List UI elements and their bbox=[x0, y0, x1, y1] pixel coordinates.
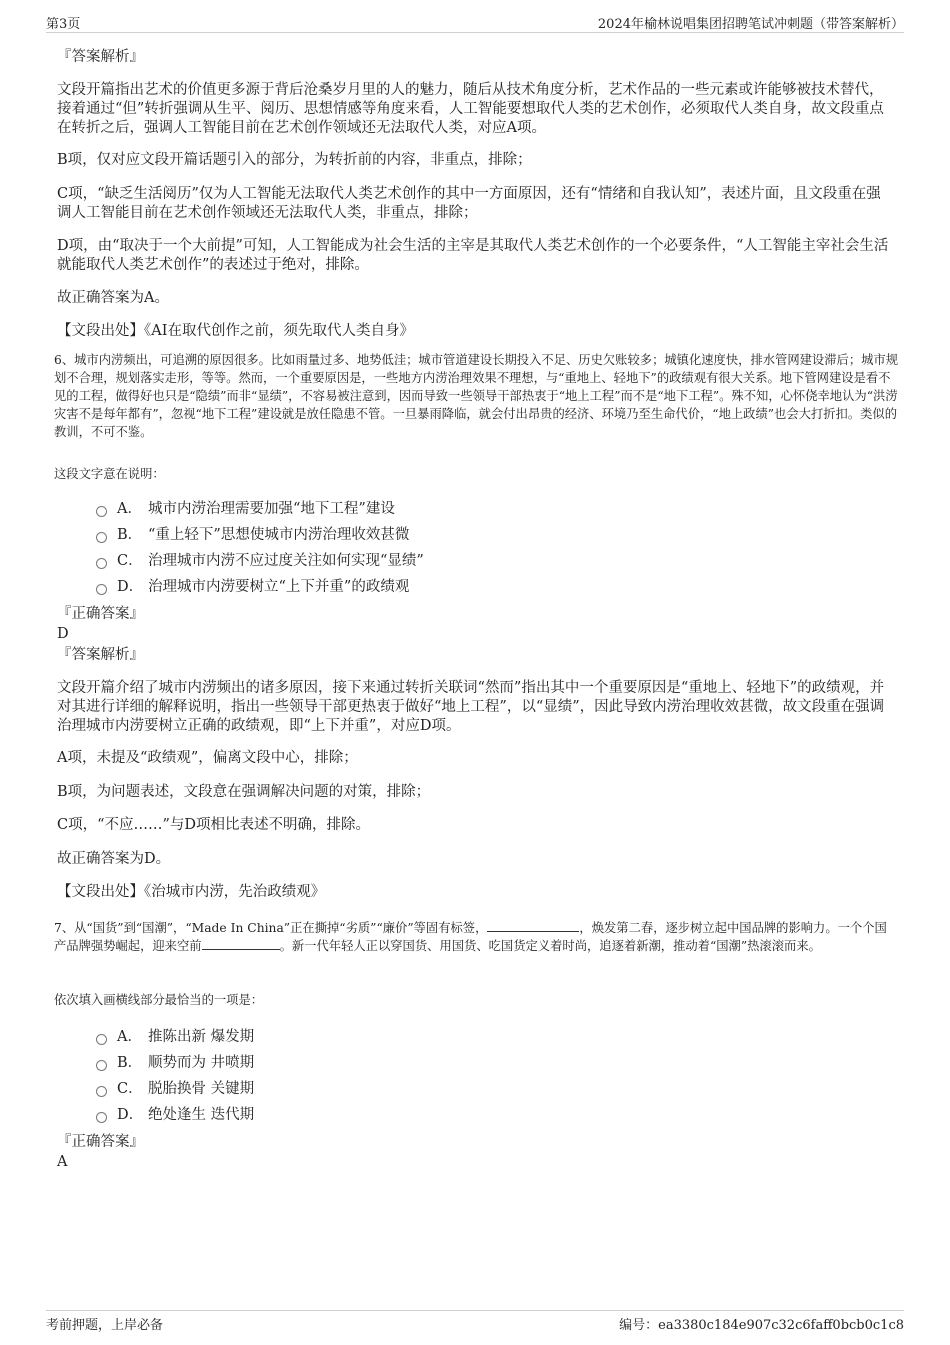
q5-source: 【文段出处】《AI在取代创作之前，须先取代人类自身》 bbox=[57, 323, 414, 339]
radio-icon[interactable] bbox=[96, 1086, 107, 1097]
q7-stem-part-3: 。新一代年轻人正以穿国货、用国货、吃国货定义着时尚，追逐着新潮，推动着“国潮”热滚滚而来。 bbox=[279, 939, 821, 953]
page-number: 第3页 bbox=[46, 17, 81, 32]
q6-analysis-p5: 故正确答案为D。 bbox=[57, 851, 171, 867]
option-text: 治理城市内涝不应过度关注如何实现“显绩” bbox=[148, 553, 424, 569]
q6-analysis-p4: C项，“不应……”与D项相比表述不明确，排除。 bbox=[57, 817, 371, 833]
q7-option-c[interactable] bbox=[96, 1080, 254, 1099]
option-letter: B． bbox=[117, 1055, 143, 1071]
footer-divider bbox=[46, 1310, 904, 1311]
q6-answer: D bbox=[57, 626, 69, 642]
option-letter: C． bbox=[117, 553, 143, 569]
radio-icon[interactable] bbox=[96, 1112, 107, 1123]
q7-option-b[interactable] bbox=[96, 1054, 254, 1073]
footer-serial-number: 编号：ea3380c184e907c32c6faff0bcb0c1c8 bbox=[619, 1318, 904, 1333]
q7-stem bbox=[54, 919, 899, 955]
q6-stem: 6、城市内涝频出，可追溯的原因很多。比如雨量过多、地势低洼；城市管道建设长期投入不足、历史欠账较多；城镇化速度快，排水管网建设滞后；城市规划不合理，规划落实走形，等等。然而，一个重要原因是，一些地方内涝治理效果不理想，与“重地上、轻地下”的政绩观有很大关系。地下管网建设是看不见的工程，做得好也只是“隐绩”而非“显绩”，不容易被注意到，因而导致一些领导干部热衷于“地上工程”而不是“地下工程”。殊不知，心怀侥幸地认为“洪涝灾害不是每年都有”，忽视“地下工程”建设就是放任隐患不管。一旦暴雨降临，就会付出昂贵的经济、环境乃至生命代价，“地上政绩”也会大打折扣。类似的教训，不可不鉴。 bbox=[54, 353, 899, 439]
radio-icon[interactable] bbox=[96, 1060, 107, 1071]
q5-analysis-p2: B项，仅对应文段开篇话题引入的部分，为转折前的内容，非重点，排除； bbox=[57, 152, 532, 168]
footer-slogan: 考前押题，上岸必备 bbox=[46, 1318, 164, 1333]
q7-stem-part-1: 7、从“国货”到“国潮”，“Made In China”正在撕掉“劣质”“廉价”等固有标签， bbox=[54, 921, 488, 935]
option-letter: C． bbox=[117, 1081, 143, 1097]
q6-prompt: 这段文字意在说明： bbox=[54, 467, 165, 481]
q5-analysis-p3: C项，“缺乏生活阅历”仅为人工智能无法取代人类艺术创作的其中一方面原因，还有“情绪和自我认知”，表述片面，且文段重在强调人工智能目前在艺术创作领域还无法取代人类，非重点，排除； bbox=[57, 186, 881, 221]
option-text: 城市内涝治理需要加强“地下工程”建设 bbox=[148, 501, 395, 517]
q6-analysis-p1: 文段开篇介绍了城市内涝频出的诸多原因，接下来通过转折关联词“然而”指出其中一个重要原因是“重地上、轻地下”的政绩观，并对其进行详细的解释说明，指出一些领导干部更热衷于做好“地上工程”，以“显绩”，因此导致内涝治理收效甚微，故文段重在强调治理城市内涝要树立正确的政绩观，即“上下并重”，对应D项。 bbox=[57, 680, 885, 734]
q6-analysis-p2: A项，未提及“政绩观”，偏离文段中心，排除； bbox=[57, 750, 358, 766]
q7-answer-label: 『正确答案』 bbox=[57, 1134, 144, 1150]
document-title: 2024年榆林说唱集团招聘笔试冲刺题（带答案解析） bbox=[597, 17, 904, 32]
option-letter: D． bbox=[117, 1107, 144, 1123]
q6-analysis-label: 『答案解析』 bbox=[57, 647, 144, 663]
option-text: 绝处逢生 迭代期 bbox=[148, 1107, 255, 1123]
option-text: 顺势而为 井喷期 bbox=[148, 1055, 255, 1071]
q5-analysis-p5: 故正确答案为A。 bbox=[57, 290, 169, 306]
radio-icon[interactable] bbox=[96, 506, 107, 517]
option-letter: A． bbox=[117, 1029, 142, 1045]
q6-option-d[interactable] bbox=[96, 578, 409, 597]
radio-icon[interactable] bbox=[96, 584, 107, 595]
radio-icon[interactable] bbox=[96, 1034, 107, 1045]
q5-analysis-p4: D项，由“取决于一个大前提”可知，人工智能成为社会生活的主宰是其取代人类艺术创作的一个必要条件，“人工智能主宰社会生活就能取代人类艺术创作”的表述过于绝对，排除。 bbox=[57, 238, 889, 273]
radio-icon[interactable] bbox=[96, 558, 107, 569]
option-letter: A． bbox=[117, 501, 142, 517]
q6-option-b[interactable] bbox=[96, 526, 409, 545]
option-letter: D． bbox=[117, 579, 144, 595]
radio-icon[interactable] bbox=[96, 532, 107, 543]
header-divider bbox=[46, 32, 904, 33]
q6-source: 【文段出处】《治城市内涝，先治政绩观》 bbox=[57, 884, 326, 900]
q5-analysis-label: 『答案解析』 bbox=[57, 49, 144, 65]
option-text: 脱胎换骨 关键期 bbox=[148, 1081, 255, 1097]
page-header bbox=[0, 0, 950, 30]
q7-option-a[interactable] bbox=[96, 1028, 254, 1047]
q6-analysis-p3: B项，为问题表述，文段意在强调解决问题的对策，排除； bbox=[57, 784, 431, 800]
q7-option-d[interactable] bbox=[96, 1106, 254, 1125]
q6-answer-label: 『正确答案』 bbox=[57, 606, 144, 622]
option-letter: B． bbox=[117, 527, 143, 543]
q5-analysis-p1: 文段开篇指出艺术的价值更多源于背后沧桑岁月里的人的魅力，随后从技术角度分析，艺术作品的一些元素或许能够被技术替代，接着通过“但”转折强调从生平、阅历、思想情感等角度来看，人工智能要想取代人类的艺术创作，必须取代人类自身，故文段重点在转折之后，强调人工智能目前在艺术创作领域还无法取代人类，对应A项。 bbox=[57, 82, 884, 136]
q6-option-c[interactable] bbox=[96, 552, 424, 571]
option-text: “重上轻下”思想使城市内涝治理收效甚微 bbox=[148, 527, 410, 543]
q7-stem-part-2: ，焕发第二春，逐步树立起中国品牌的影响力。一个个国产品牌强势崛起，迎来空前 bbox=[54, 921, 887, 953]
q7-prompt: 依次填入画横线部分最恰当的一项是： bbox=[54, 993, 264, 1007]
option-text: 推陈出新 爆发期 bbox=[148, 1029, 255, 1045]
q7-answer: A bbox=[57, 1154, 68, 1170]
q6-option-a[interactable] bbox=[96, 500, 395, 519]
option-text: 治理城市内涝要树立“上下并重”的政绩观 bbox=[148, 579, 410, 595]
fill-blank-1[interactable] bbox=[487, 919, 579, 932]
fill-blank-2[interactable] bbox=[202, 937, 280, 950]
